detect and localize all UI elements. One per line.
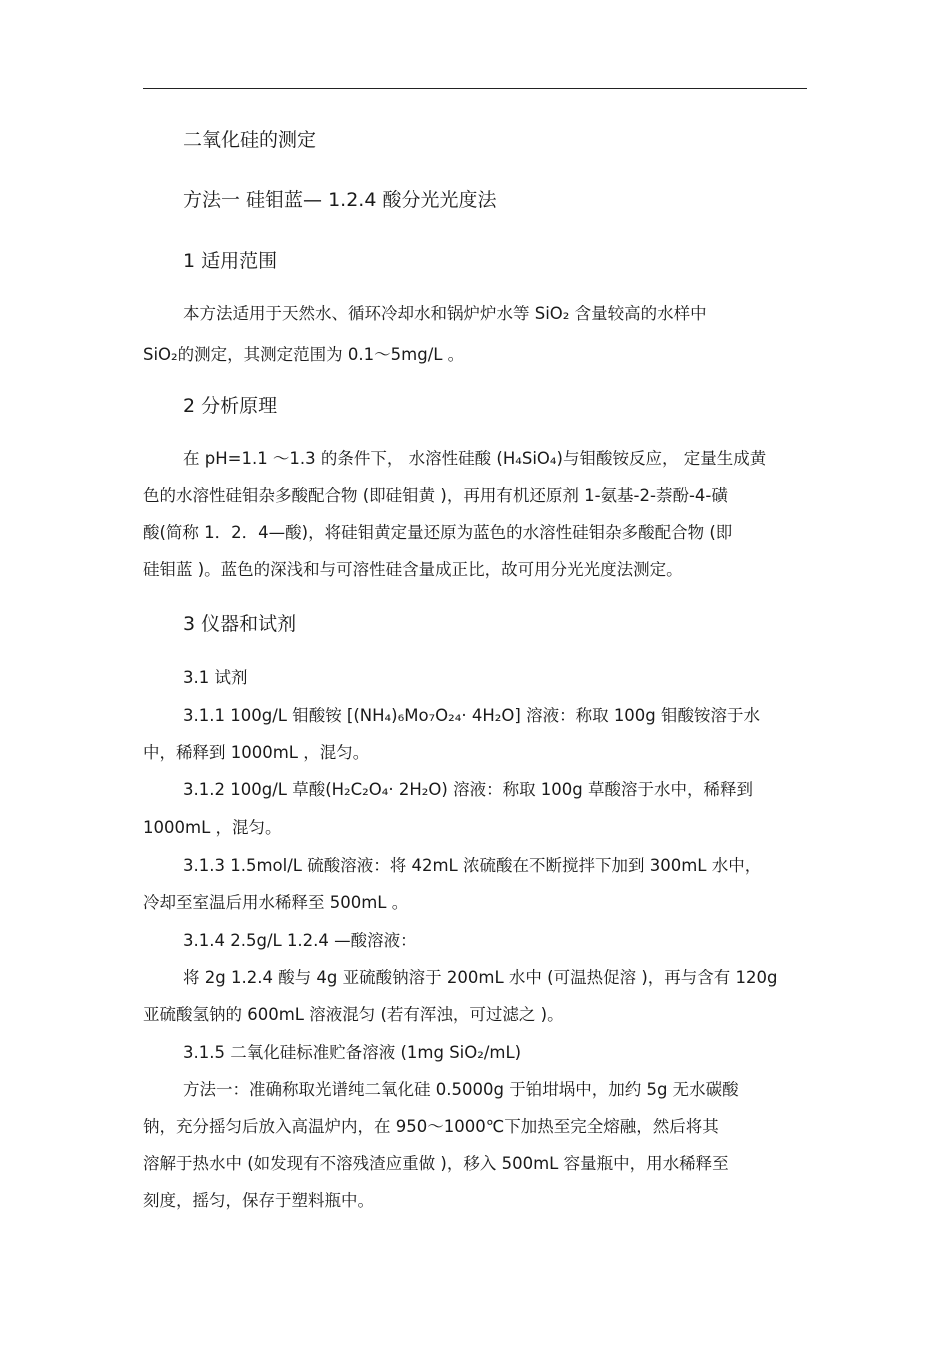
paragraph-line: 3.1.4 2.5g/L 1.2.4 —酸溶液： [183,931,417,950]
paragraph-line: 刻度，摇匀，保存于塑料瓶中。 [143,1191,374,1210]
method-title: 方法一 硅钼蓝— 1.2.4 酸分光光度法 [183,189,497,211]
section-2-heading: 2 分析原理 [183,395,278,417]
section-1-heading: 1 适用范围 [183,250,278,272]
paragraph-line: 硅钼蓝 )。蓝色的深浅和与可溶性硅含量成正比，故可用分光光度法测定。 [143,560,683,579]
paragraph-line: 溶解于热水中 (如发现有不溶残渣应重做 )，移入 500mL 容量瓶中，用水稀释至 [143,1154,729,1173]
paragraph-line: 将 2g 1.2.4 酸与 4g 亚硫酸钠溶于 200mL 水中 (可温热促溶 )，再与含有 120g [183,968,778,987]
subsection-3-1: 3.1 试剂 [183,668,248,687]
doc-title: 二氧化硅的测定 [183,129,317,151]
paragraph-line: SiO₂的测定，其测定范围为 0.1～5mg/L 。 [143,345,465,364]
section-3-heading: 3 仪器和试剂 [183,613,297,635]
paragraph-line: 在 pH=1.1 ～1.3 的条件下， 水溶性硅酸 (H₄SiO₄)与钼酸铵反应， 定量生成黄 [183,449,767,468]
paragraph-line: 3.1.5 二氧化硅标准贮备溶液 (1mg SiO₂/mL) [183,1043,522,1062]
paragraph-line: 本方法适用于天然水、循环冷却水和锅炉炉水等 SiO₂ 含量较高的水样中 [183,304,707,323]
header-rule [143,88,807,89]
paragraph-line: 酸(简称 1．2．4—酸)，将硅钼黄定量还原为蓝色的水溶性硅钼杂多酸配合物 (即 [143,523,733,542]
paragraph-line: 中，稀释到 1000mL ，混匀。 [143,743,370,762]
paragraph-line: 3.1.2 100g/L 草酸(H₂C₂O₄· 2H₂O) 溶液：称取 100g 草酸溶于水中，稀释到 [183,780,754,799]
paragraph-line: 冷却至室温后用水稀释至 500mL 。 [143,893,409,912]
paragraph-line: 色的水溶性硅钼杂多酸配合物 (即硅钼黄 )，再用有机还原剂 1-氨基-2-萘酚-4-磺 [143,486,728,505]
paragraph-line: 亚硫酸氢钠的 600mL 溶液混匀 (若有浑浊，可过滤之 )。 [143,1005,564,1024]
paragraph-line: 方法一：准确称取光谱纯二氧化硅 0.5000g 于铂坩埚中，加约 5g 无水碳酸 [183,1080,739,1099]
paragraph-line: 1000mL ，混匀。 [143,818,282,837]
paragraph-line: 3.1.3 1.5mol/L 硫酸溶液：将 42mL 浓硫酸在不断搅拌下加到 300mL 水中， [183,856,762,875]
paragraph-line: 3.1.1 100g/L 钼酸铵 [(NH₄)₆Mo₇O₂₄· 4H₂O] 溶液：称取 100g 钼酸铵溶于水 [183,706,761,725]
paragraph-line: 钠，充分摇匀后放入高温炉内，在 950～1000℃下加热至完全熔融，然后将其 [143,1117,719,1136]
